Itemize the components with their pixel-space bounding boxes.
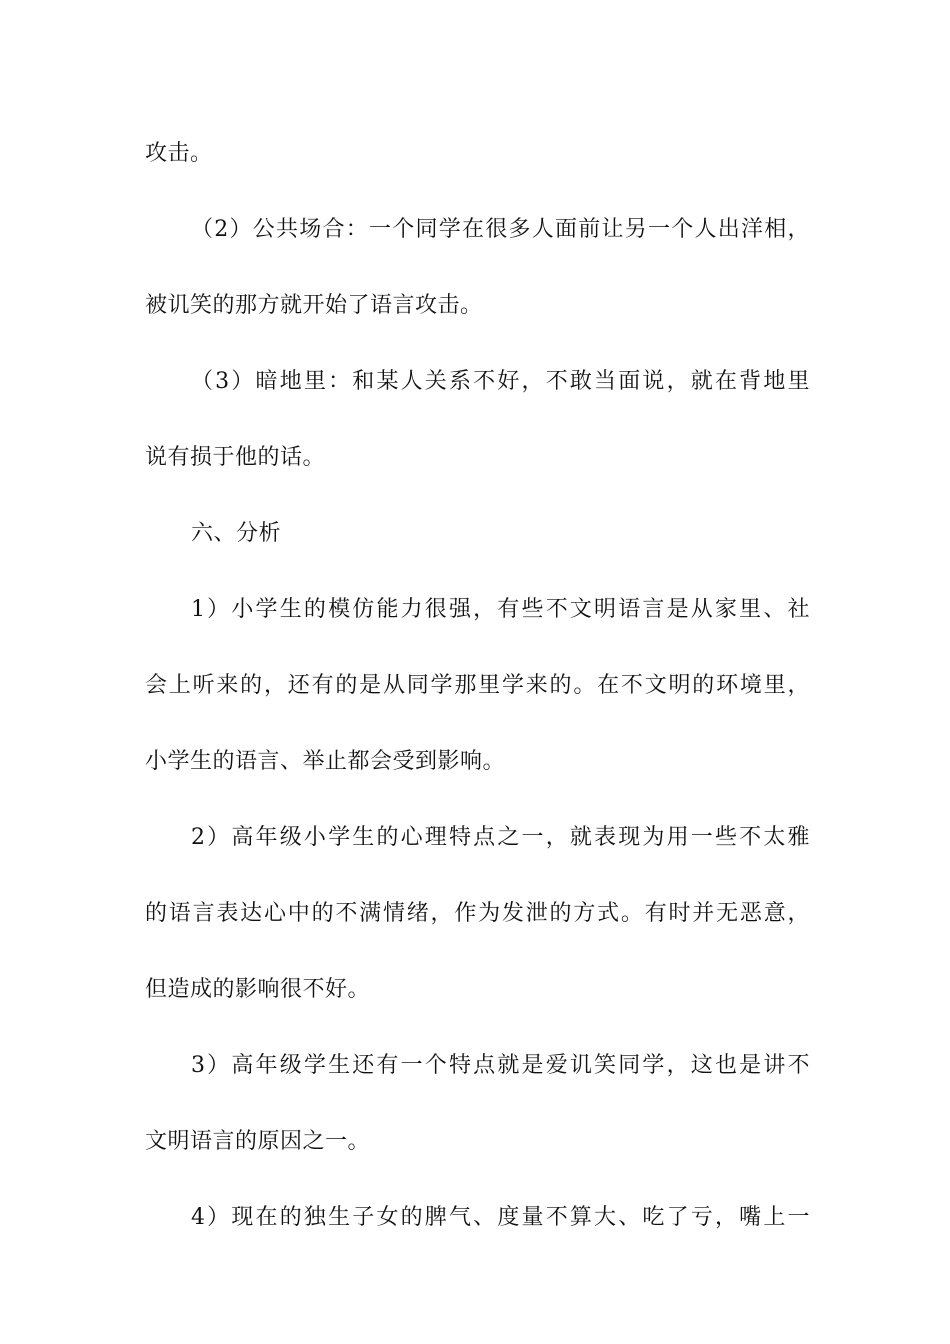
paragraph-line: 4）现在的独生子女的脾气、度量不算大、吃了亏，嘴上一 <box>191 1205 810 1230</box>
paragraph-line: 3）高年级学生还有一个特点就是爱讥笑同学，这也是讲不 <box>191 1053 810 1078</box>
paragraph-line: （3）暗地里：和某人关系不好，不敢当面说，就在背地里 <box>191 369 810 394</box>
paragraph-line: 说有损于他的话。 <box>145 445 326 470</box>
paragraph-line: （2）公共场合：一个同学在很多人面前让另一个人出洋相， <box>191 217 810 242</box>
paragraph-line: 被讥笑的那方就开始了语言攻击。 <box>145 293 483 318</box>
paragraph-line: 但造成的影响很不好。 <box>145 977 371 1002</box>
section-heading: 六、分析 <box>191 521 282 546</box>
paragraph-line: 小学生的语言、举止都会受到影响。 <box>145 749 506 774</box>
paragraph-line: 1）小学生的模仿能力很强，有些不文明语言是从家里、社 <box>191 597 810 622</box>
paragraph-line: 文明语言的原因之一。 <box>145 1129 371 1154</box>
paragraph-line: 的语言表达心中的不满情绪，作为发泄的方式。有时并无恶意， <box>145 901 810 926</box>
paragraph-line: 2）高年级小学生的心理特点之一，就表现为用一些不太雅 <box>191 825 810 850</box>
paragraph-line: 会上听来的，还有的是从同学那里学来的。在不文明的环境里， <box>145 673 810 698</box>
document-body <box>145 132 810 1272</box>
paragraph-line: 攻击。 <box>145 141 213 166</box>
